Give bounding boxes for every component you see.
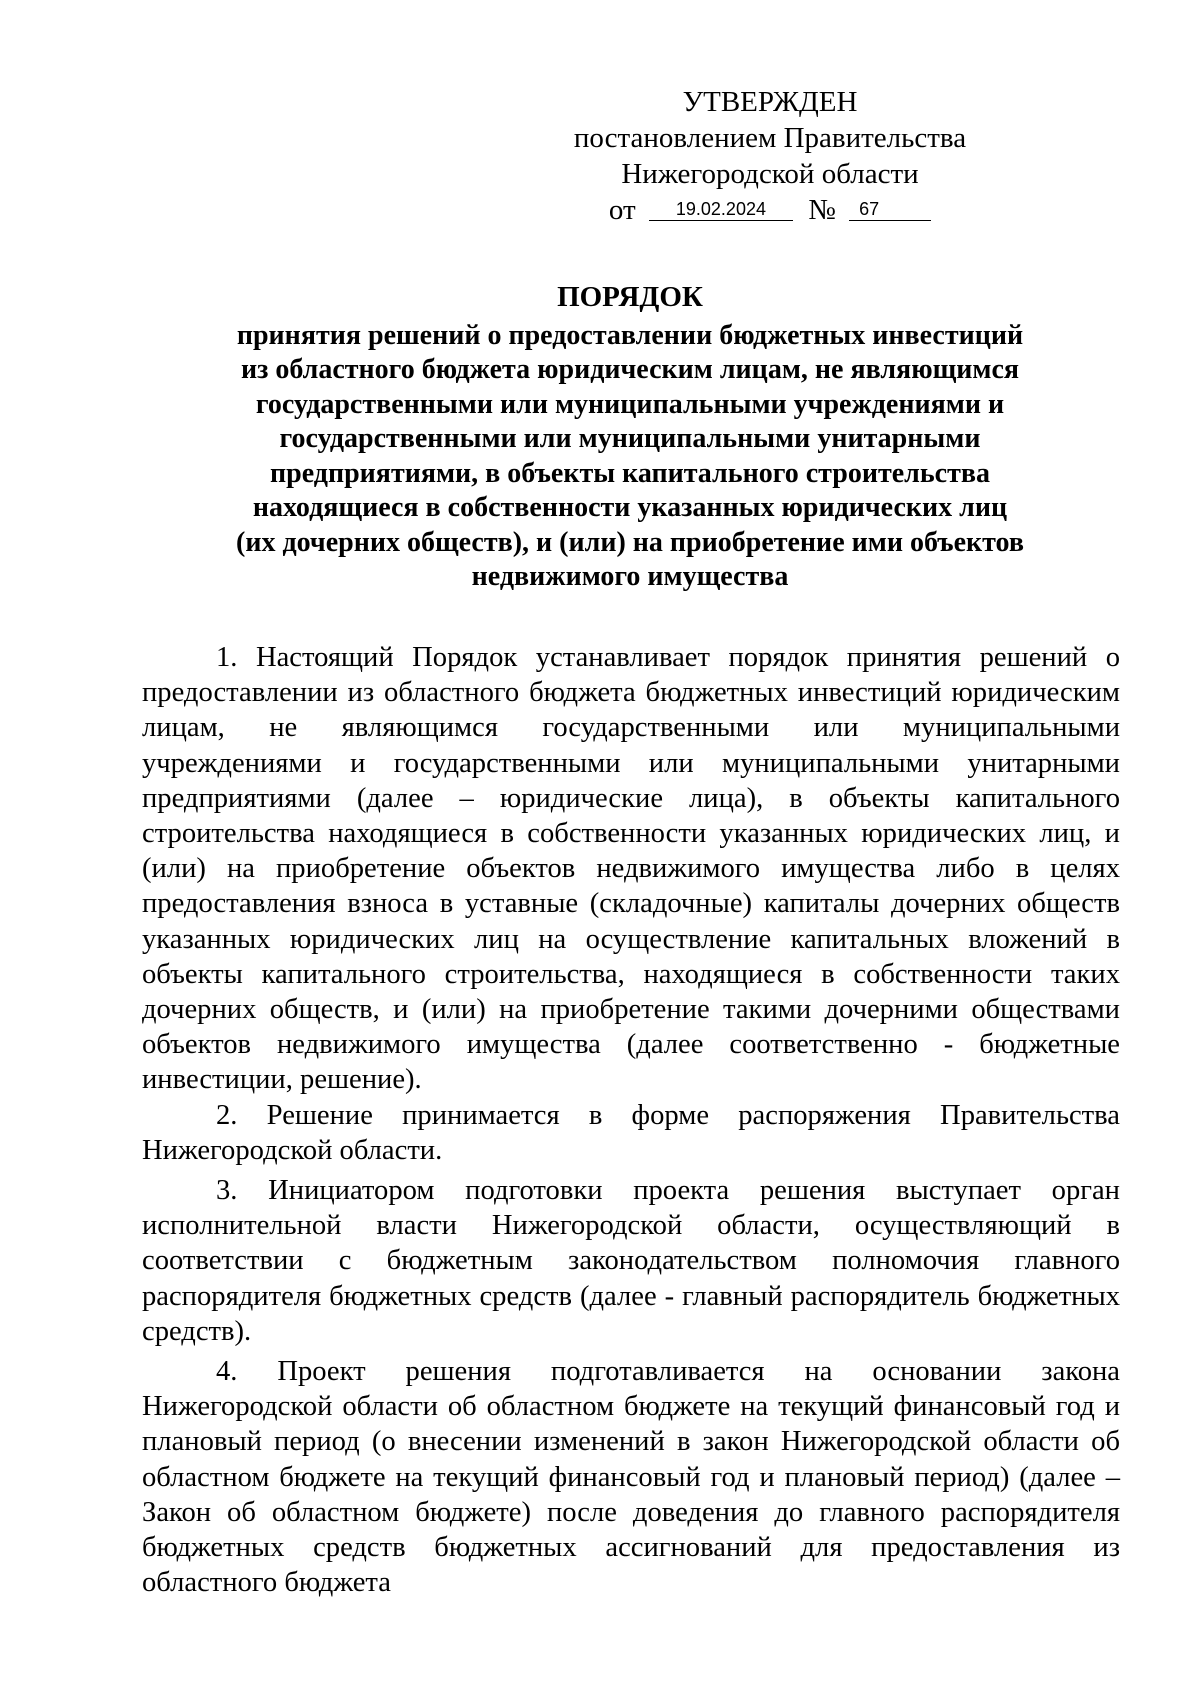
paragraph-2: 2. Решение принимается в форме распоряжения Правительства Нижегородской области. <box>142 1099 1120 1166</box>
title-heading: ПОРЯДОК <box>557 281 703 313</box>
title-line: недвижимого имущества <box>471 561 789 592</box>
approval-stamp <box>560 84 980 228</box>
title-line: находящиеся в собственности указанных юридических лиц <box>252 492 1008 523</box>
paragraph-4: 4. Проект решения подготавливается на основании закона Нижегородской области об областном бюджете на текущий финансовый год и плановый период (о внесении изменений в закон Нижегородской области об областном бюджете на текущий финансовый год и плановый период) (далее – Закон об областном бюджете) после доведения до главного распорядителя бюджетных средств бюджетных ассигнований для предоставления из областного бюджета <box>142 1356 1120 1599</box>
approval-status: УТВЕРЖДЕН <box>682 86 858 118</box>
approval-region: Нижегородской области <box>621 158 919 190</box>
approval-date: 19.02.2024 <box>649 198 793 221</box>
approval-date-line <box>560 192 980 228</box>
title-line: государственными или муниципальными учреждениями и <box>255 388 1005 420</box>
title-line: государственными или муниципальными унитарными <box>279 423 981 454</box>
title-line: принятия решений о предоставлении бюджетных инвестиций <box>236 319 1024 351</box>
document-title <box>140 280 1120 595</box>
title-line: предприятиями, в объекты капитального строительства <box>270 457 990 489</box>
number-sign: № <box>808 194 836 226</box>
date-prefix: от <box>608 194 636 226</box>
approval-number: 67 <box>849 198 931 221</box>
document-body <box>142 640 1120 1600</box>
approval-issuer: постановлением Правительства <box>573 122 967 154</box>
paragraph-1: 1. Настоящий Порядок устанавливает порядок принятия решений о предоставлении из областного бюджета бюджетных инвестиций юридическим лицам, не являющимся государственными или муниципальными учреждениями и государственными или муниципальными унитарными предприятиями (далее – юридические лица), в объекты капитального строительства находящиеся в собственности указанных юридических лиц, и (или) на приобретение объектов недвижимого имущества либо в целях предоставления взноса в уставные (складочные) капиталы дочерних обществ указанных юридических лиц на осуществление капитальных вложений в объекты капитального строительства, находящиеся в собственности таких дочерних обществ, и (или) на приобретение такими дочерними обществами объектов недвижимого имущества (далее соответственно - бюджетные инвестиции, решение). <box>142 642 1120 1096</box>
title-line: из областного бюджета юридическим лицам, не являющимся <box>240 354 1020 385</box>
paragraph-3: 3. Инициатором подготовки проекта решения выступает орган исполнительной власти Нижегородской области, осуществляющий в соответствии с бюджетным законодательством полномочия главного распорядителя бюджетных средств (далее - главный распорядитель бюджетных средств). <box>142 1175 1120 1347</box>
title-line: (их дочерних обществ), и (или) на приобретение ими объектов <box>236 526 1024 558</box>
